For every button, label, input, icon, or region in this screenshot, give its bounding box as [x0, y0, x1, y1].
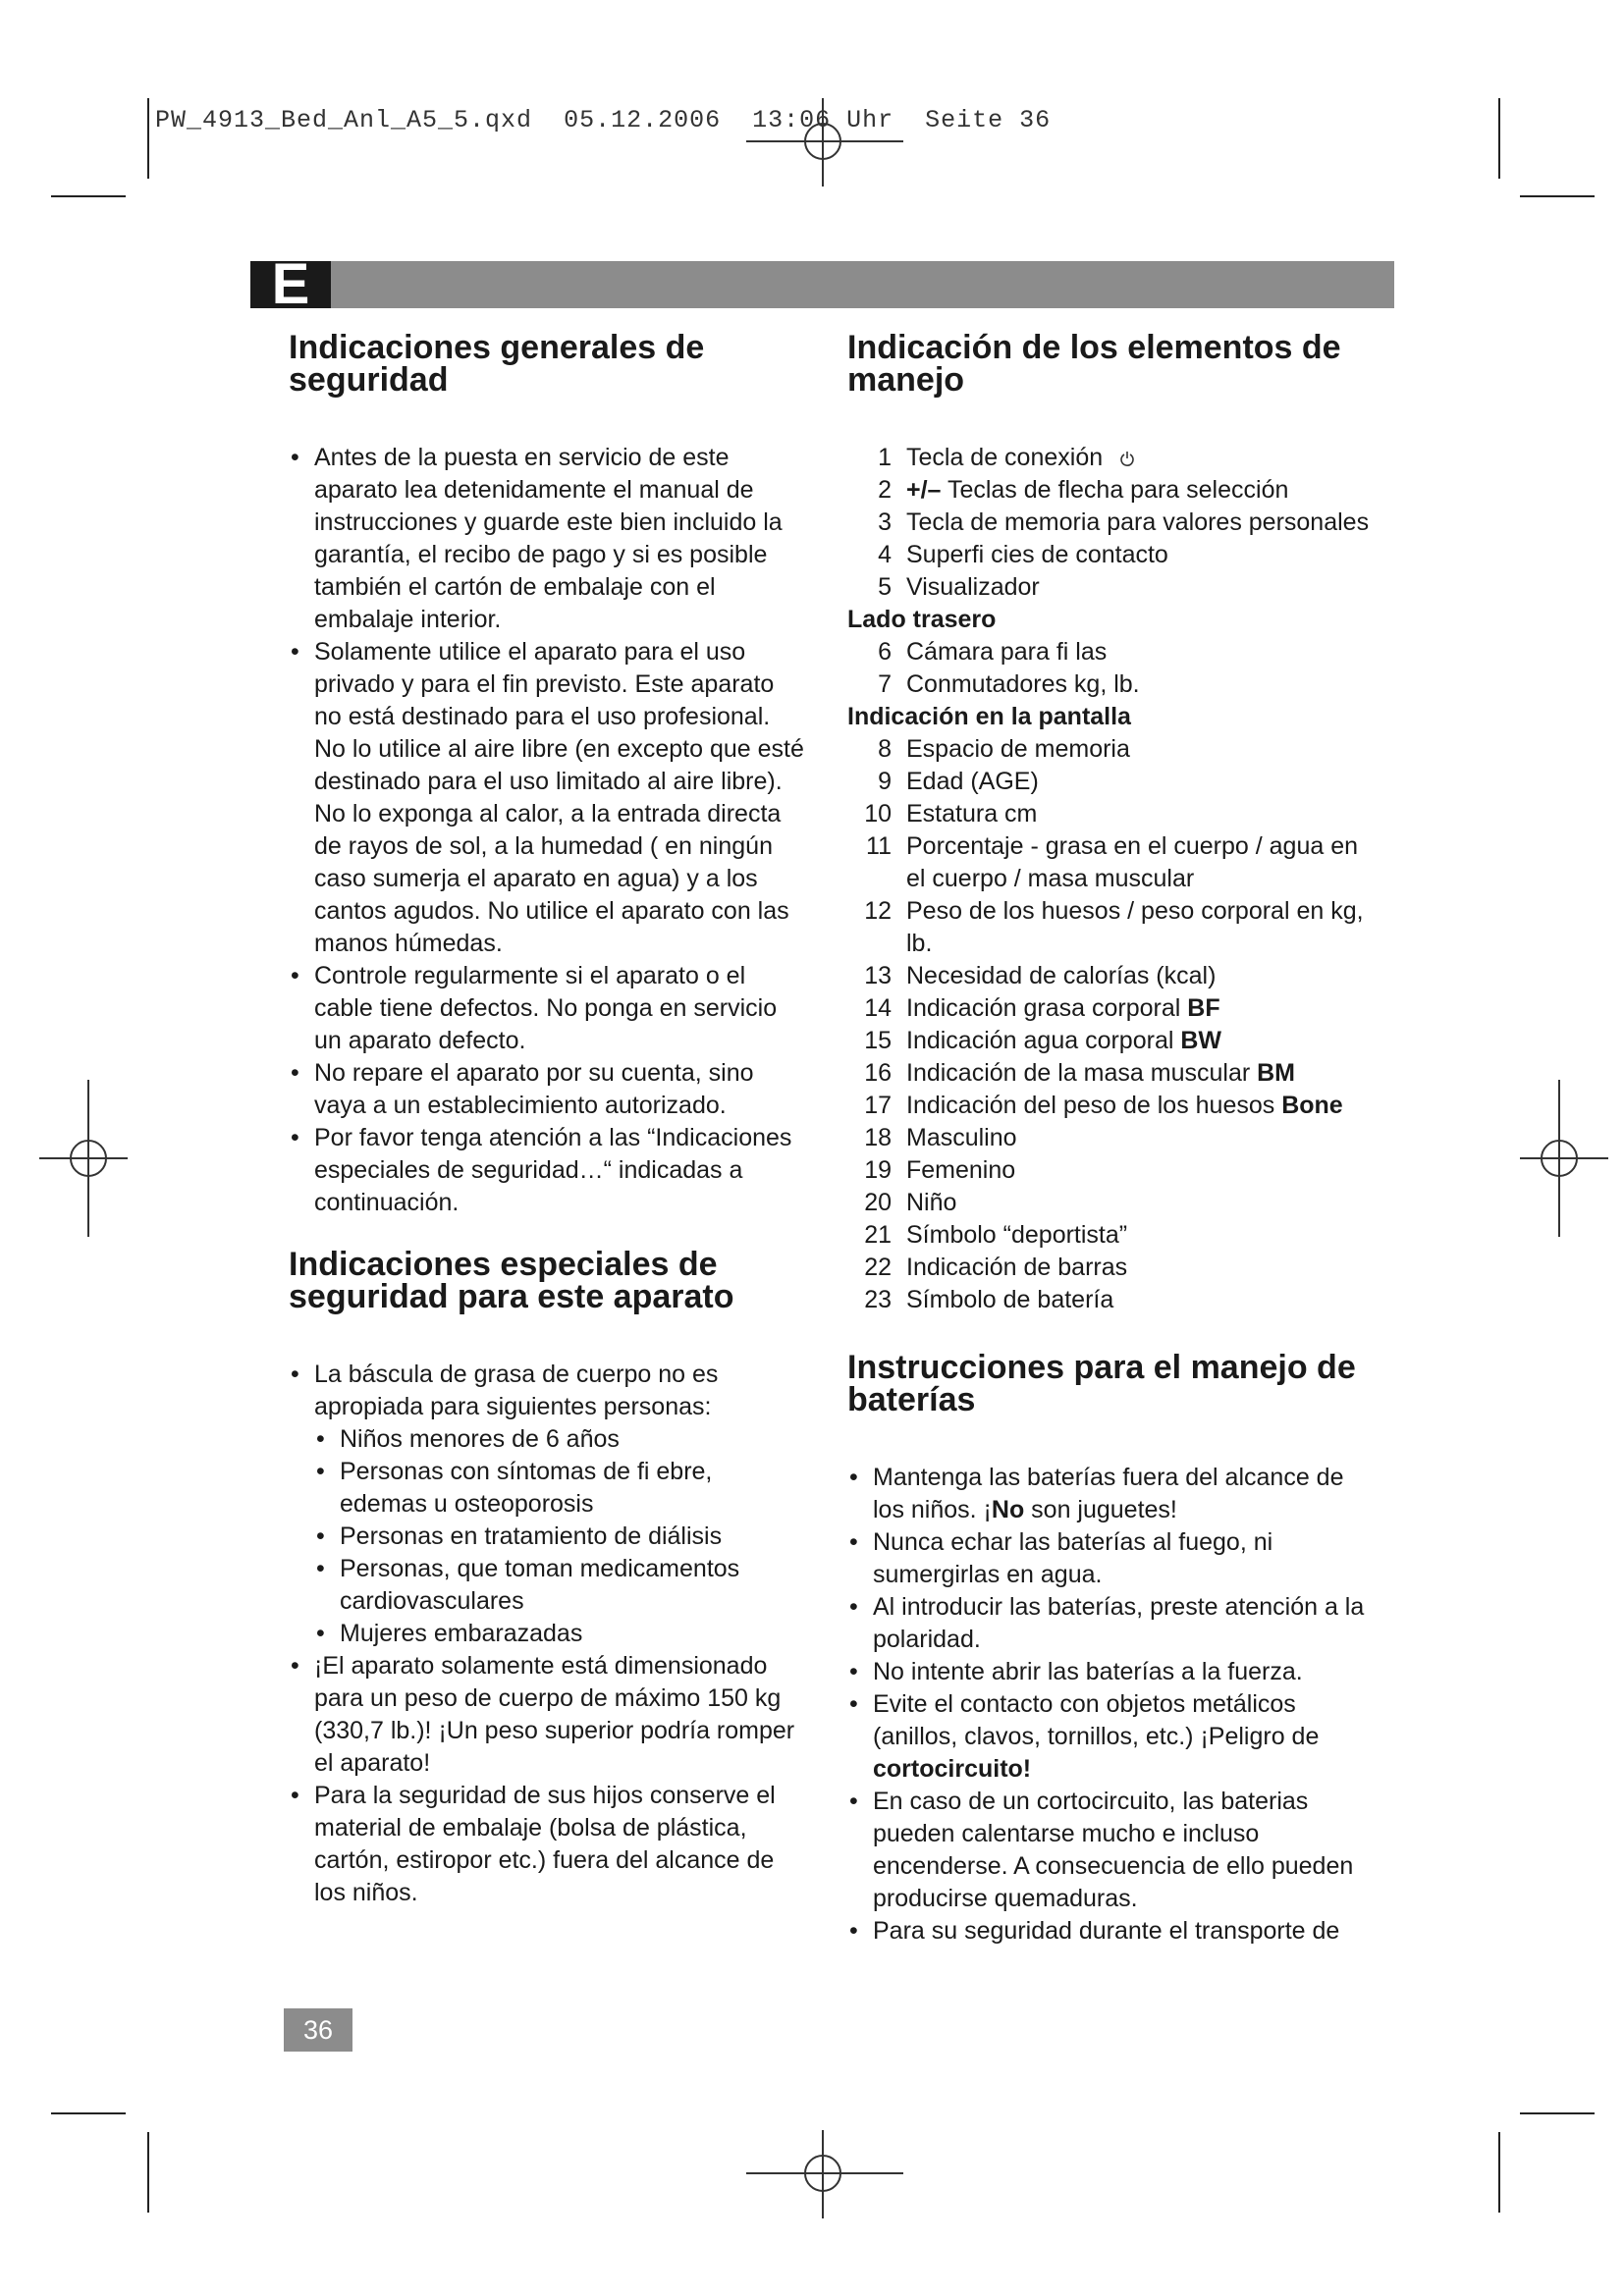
list-item-text: son juguetes! — [1024, 1496, 1177, 1523]
page-number: 36 — [284, 2008, 352, 2052]
display-item — [847, 1057, 1378, 1090]
control-item — [847, 442, 1378, 474]
control-item — [847, 668, 1378, 701]
controls-list — [847, 442, 1378, 1316]
list-item: • Nunca echar las baterías al fuego, ni sumergirlas en agua. — [847, 1526, 1378, 1591]
registration-mark-right — [1520, 1080, 1608, 1237]
heading-controls: Indicación de los elementos de manejo — [847, 329, 1341, 399]
item-text: Masculino — [906, 1124, 1017, 1151]
list-item-text: Mantenga las baterías fuera del alcance de los niños. ¡ — [873, 1464, 1344, 1523]
print-header: PW_4913_Bed_Anl_A5_5.qxd 05.12.2006 13:06 Uhr Seite 36 — [155, 106, 1052, 134]
batteries-list — [847, 1462, 1378, 1948]
item-number: 11 — [866, 832, 892, 860]
item-bold: BW — [1180, 1027, 1222, 1054]
item-text: Visualizador — [906, 573, 1040, 601]
language-bar — [250, 261, 1394, 308]
list-item: • Para la seguridad de sus hijos conserve el material de embalaje (bolsa de plástica, cartón, estiropor etc.) fuera del alcance de los niños. — [289, 1780, 804, 1909]
control-item — [847, 507, 1378, 539]
heading-special-safety: Indicaciones especiales de seguridad para este aparato — [289, 1246, 734, 1315]
list-item — [847, 1462, 1378, 1526]
item-text: Peso de los huesos / peso corporal en kg, lb. — [906, 897, 1364, 957]
item-text: Indicación agua corporal — [906, 1027, 1181, 1054]
item-number: 6 — [878, 638, 892, 666]
item-text: Indicación grasa corporal — [906, 994, 1188, 1022]
list-item: • Por favor tenga atención a las “Indicaciones especiales de seguridad…“ indicadas a continuación. — [289, 1122, 804, 1219]
display-item — [847, 992, 1378, 1025]
item-number: 9 — [878, 768, 892, 795]
registration-mark-top — [746, 98, 903, 187]
control-item — [847, 636, 1378, 668]
item-text: Teclas de flecha para selección — [941, 476, 1289, 504]
item-text: Tecla de memoria para valores personales — [906, 508, 1370, 536]
item-text: Femenino — [906, 1156, 1016, 1184]
display-item — [847, 1219, 1378, 1252]
item-text: Tecla de conexión — [906, 444, 1104, 471]
sub-list-item: • Mujeres embarazadas — [314, 1618, 804, 1650]
item-number: 19 — [864, 1156, 892, 1184]
item-bold: BM — [1257, 1059, 1296, 1087]
item-number: 16 — [864, 1059, 892, 1087]
display-item — [847, 1187, 1378, 1219]
sub-list-item: • Niños menores de 6 años — [314, 1423, 804, 1456]
item-text: Símbolo “deportista” — [906, 1221, 1128, 1249]
display-item — [847, 1252, 1378, 1284]
item-number: 17 — [864, 1092, 892, 1119]
item-number: 2 — [878, 476, 892, 504]
list-item-bold: No — [991, 1496, 1025, 1523]
item-number: 8 — [878, 735, 892, 763]
display-item — [847, 1025, 1378, 1057]
sub-list-item: • Personas en tratamiento de diálisis — [314, 1521, 804, 1553]
item-number: 23 — [864, 1286, 892, 1313]
power-icon — [1119, 451, 1135, 466]
crop-mark — [1520, 2112, 1595, 2114]
display-item — [847, 895, 1378, 960]
sub-list-item: • Personas con síntomas de fi ebre, edemas u osteoporosis — [314, 1456, 804, 1521]
display-item — [847, 1154, 1378, 1187]
item-number: 18 — [864, 1124, 892, 1151]
display-item — [847, 1284, 1378, 1316]
list-item — [847, 1688, 1378, 1786]
item-text: Símbolo de batería — [906, 1286, 1114, 1313]
item-number: 12 — [864, 897, 892, 925]
list-item — [289, 1359, 804, 1650]
list-item: • No repare el aparato por su cuenta, sino vaya a un establecimiento autorizado. — [289, 1057, 804, 1122]
list-item-text: Evite el contacto con objetos metálicos (anillos, clavos, tornillos, etc.) ¡Peligro de — [873, 1690, 1320, 1750]
list-item: • Controle regularmente si el aparato o el cable tiene defectos. No ponga en servicio un aparato defecto. — [289, 960, 804, 1057]
item-text: Cámara para fi las — [906, 638, 1108, 666]
item-number: 4 — [878, 541, 892, 568]
list-item: • ¡El aparato solamente está dimensionado para un peso de cuerpo de máximo 150 kg (330,7 lb.)! ¡Un peso superior podría romper el aparato! — [289, 1650, 804, 1780]
list-item-bold: cortocircuito! — [873, 1755, 1032, 1783]
item-bold: BF — [1187, 994, 1220, 1022]
crop-mark — [1498, 98, 1500, 179]
special-safety-list — [289, 1359, 804, 1909]
display-item — [847, 960, 1378, 992]
crop-mark — [51, 195, 126, 197]
crop-mark — [1520, 195, 1595, 197]
heading-batteries: Instrucciones para el manejo de baterías — [847, 1349, 1356, 1418]
list-item: • Solamente utilice el aparato para el uso privado y para el fin previsto. Este aparato no está destinado para el uso profesional. No lo utilice al aire libre (en excepto que esté destinado para el uso limitado al aire libre). No lo exponga al calor, a la entrada directa de rayos de sol, a la humedad ( en ningún caso sumerja el aparato en agua) y a los cantos agudos. No utilice el aparato con las manos húmedas. — [289, 636, 804, 960]
list-item: • Para su seguridad durante el transporte de — [847, 1915, 1378, 1948]
display-item — [847, 733, 1378, 766]
item-number: 20 — [864, 1189, 892, 1216]
crop-mark — [1498, 2132, 1500, 2213]
item-text: Indicación de la masa muscular — [906, 1059, 1258, 1087]
display-item — [847, 798, 1378, 830]
display-item — [847, 1122, 1378, 1154]
item-number: 14 — [864, 994, 892, 1022]
item-text: Superfi cies de contacto — [906, 541, 1168, 568]
control-item — [847, 571, 1378, 604]
list-item: • Antes de la puesta en servicio de este aparato lea detenidamente el manual de instrucciones y guarde este bien incluido la garantía, el recibo de pago y si es posible también el cartón de embalaje con el embalaje interior. — [289, 442, 804, 636]
item-number: 21 — [864, 1221, 892, 1249]
list-item: • En caso de un cortocircuito, las baterias pueden calentarse mucho e incluso encenderse. A consecuencia de ello pueden producirse quemaduras. — [847, 1786, 1378, 1915]
list-item-text: La báscula de grasa de cuerpo no es apropiada para siguientes personas: — [314, 1361, 719, 1420]
registration-mark-bottom — [746, 2130, 903, 2218]
item-number: 13 — [864, 962, 892, 989]
subheading-back: Lado trasero — [847, 606, 997, 633]
sub-list — [314, 1423, 804, 1650]
item-text: Necesidad de calorías (kcal) — [906, 962, 1217, 989]
item-number: 1 — [878, 444, 892, 471]
display-item — [847, 1090, 1378, 1122]
crop-mark — [147, 2132, 149, 2213]
item-number: 5 — [878, 573, 892, 601]
item-text: Conmutadores kg, lb. — [906, 670, 1140, 698]
crop-mark — [51, 2112, 126, 2114]
list-item: • Al introducir las baterías, preste atención a la polaridad. — [847, 1591, 1378, 1656]
heading-general-safety: Indicaciones generales de seguridad — [289, 329, 705, 399]
item-text: Indicación del peso de los huesos — [906, 1092, 1282, 1119]
subheading-display: Indicación en la pantalla — [847, 703, 1131, 730]
item-number: 3 — [878, 508, 892, 536]
item-number: 15 — [864, 1027, 892, 1054]
general-safety-list — [289, 442, 804, 1219]
control-item — [847, 539, 1378, 571]
left-column — [289, 329, 804, 1909]
item-number: 10 — [864, 800, 892, 828]
list-item: • No intente abrir las baterías a la fuerza. — [847, 1656, 1378, 1688]
right-column — [847, 329, 1378, 1948]
sub-list-item: • Personas, que toman medicamentos cardiovasculares — [314, 1553, 804, 1618]
display-item — [847, 766, 1378, 798]
control-item — [847, 474, 1378, 507]
item-bold: Bone — [1281, 1092, 1343, 1119]
display-item — [847, 830, 1378, 895]
item-number: 22 — [864, 1254, 892, 1281]
item-text: Niño — [906, 1189, 957, 1216]
item-number: 7 — [878, 670, 892, 698]
registration-mark-left — [39, 1080, 128, 1237]
item-text: Estatura cm — [906, 800, 1038, 828]
item-text: Edad (AGE) — [906, 768, 1039, 795]
item-text: Porcentaje - grasa en el cuerpo / agua en el cuerpo / masa muscular — [906, 832, 1359, 892]
item-text: Indicación de barras — [906, 1254, 1128, 1281]
language-letter: E — [250, 261, 331, 308]
crop-mark — [147, 98, 149, 179]
item-text: Espacio de memoria — [906, 735, 1130, 763]
plus-minus-label: +/– — [906, 476, 942, 504]
